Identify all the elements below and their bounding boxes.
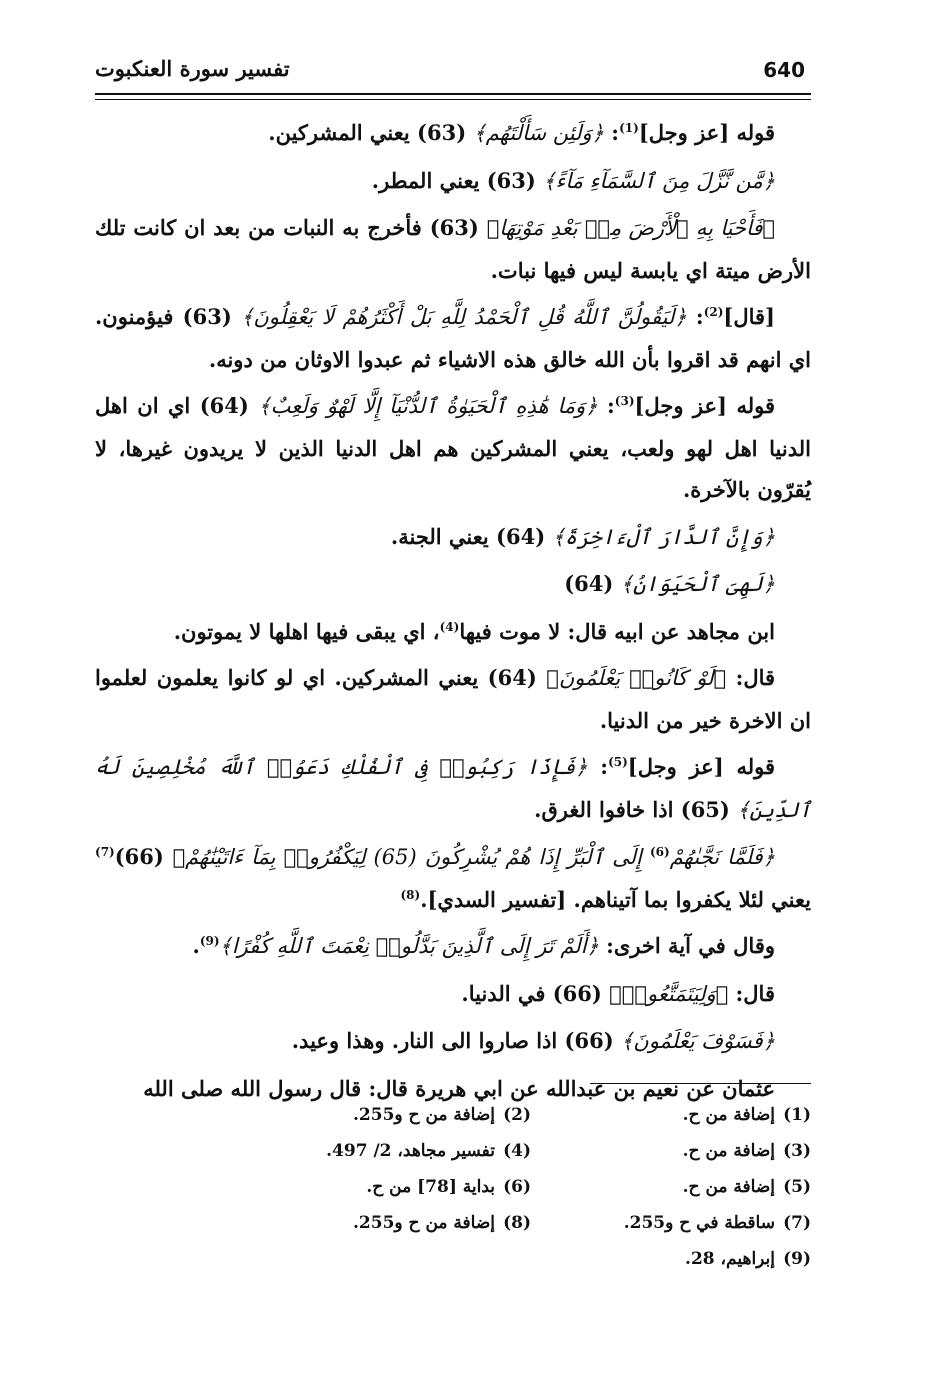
paragraph-9: قال: ﴿لَوْ كَانُوا۟ يَعْلَمُونَ﴾ (64) يعني المشركين. اي لو كانوا يعلمون لعلموا ان الاخرة خير من الدنيا. (95, 665, 811, 733)
footnote-ref: (2) (703, 305, 724, 319)
paragraph-12: وقال في آية اخرى: ﴿أَلَمْ تَرَ إِلَى ٱلَّذِينَ بَدَّلُوا۟ نِعْمَتَ ٱللَّهِ كُفْرًا﴾$^{(9)}$. (192, 933, 775, 958)
footnote-separator (590, 1083, 811, 1084)
footnote-9: (9)إبراهيم، 28. (685, 1249, 811, 1269)
quran-verse: ﴿لَوْ كَانُوا۟ يَعْلَمُونَ﴾ (546, 666, 727, 690)
header-rule-thin (95, 99, 811, 100)
quran-verse: ﴿فَأَحْيَا بِهِ ٱلْأَرْضَ مِنۢ بَعْدِ مَوْتِهَا﴾ (486, 216, 776, 240)
quran-verse: ﴿وَلِيَتَمَتَّعُوا۟﴾ (609, 981, 729, 1006)
footnote-1: (1)إضافة من ح. (682, 1105, 811, 1125)
quran-verse: إِلَى ٱلْبَرِّ إِذَا هُمْ يُشْرِكُونَ (65) لِيَكْفُرُوا۟ بِمَآ ءَاتَيْنَٰهُمْ﴾ (172, 845, 650, 869)
paragraph-6: ﴿وَإِنَّ ٱلدَّارَ ٱلْءَاخِرَةَ﴾ (64) يعني الجنة. (390, 523, 775, 549)
footnote-8: (8)إضافة من ح و255. (353, 1213, 531, 1233)
paragraph-2: ﴿مَّن نَّزَّلَ مِنَ ٱلسَّمَآءِ مَآءً﴾ (63) يعني المطر. (371, 167, 775, 193)
footnote-ref: (7) (95, 845, 115, 859)
quran-verse: ﴿فَلَمَّا نَجَّىٰهُمْ (669, 845, 776, 869)
footnote-4: (4)تفسير مجاهد، 2/ 497. (326, 1141, 531, 1161)
quran-verse: ﴿وَمَا هَٰذِهِ ٱلْحَيَوٰةُ ٱلدُّنْيَآ إِلَّا لَهْوٌ وَلَعِبٌ﴾ (258, 394, 598, 418)
quran-verse: ﴿لَيَقُولُنَّ ٱللَّهُ قُلِ ٱلْحَمْدُ لِلَّهِ بَلْ أَكْثَرُهُمْ لَا يَعْقِلُونَ﴾ (241, 305, 687, 329)
paragraph-13: قال: ﴿وَلِيَتَمَتَّعُوا۟﴾ (66) في الدنيا. (461, 980, 775, 1006)
paragraph-10: قوله [عز وجل]$^{(5)}$: ﴿فَإِذَا رَكِبُوا۟ فِى ٱلْفُلْكِ دَعَوُا۟ ٱللَّهَ مُخْلِصِينَ لَهُ ٱلدِّينَ﴾ (65) اذا خافوا الغرق. (95, 754, 811, 822)
paragraph-1: قوله [عز وجل]$^{(1)}$: ﴿وَلَئِن سَأَلْتَهُم﴾ (63) يعني المشركين. (268, 120, 775, 145)
paragraph-14: ﴿فَسَوْفَ يَعْلَمُونَ﴾ (66) اذا صاروا الى النار. وهذا وعيد. (291, 1028, 775, 1053)
paragraph-15: عثمان عن نعيم بن عبدالله عن ابي هريرة قال: قال رسول الله صلى الله (143, 1075, 775, 1101)
page-number: 640 (763, 58, 805, 82)
quran-verse: ﴿وَلَئِن سَأَلْتَهُم﴾ (473, 121, 604, 145)
quran-verse: ﴿مَّن نَّزَّلَ مِنَ ٱلسَّمَآءِ مَآءً﴾ (543, 168, 775, 193)
footnote-ref: (8) (400, 887, 421, 902)
footnote-6: (6)بداية [78] من ح. (366, 1177, 531, 1197)
main-text (95, 112, 811, 1114)
footnote-ref: (6) (649, 845, 670, 859)
footnote-ref: (1) (619, 121, 639, 135)
paragraph-3: ﴿فَأَحْيَا بِهِ ٱلْأَرْضَ مِنۢ بَعْدِ مَوْتِهَا﴾ (63) فأخرج به النبات من بعد ان كانت تلك الأرض ميتة اي يابسة ليس فيها نبات. (95, 215, 811, 283)
footnote-5: (5)إضافة من ح. (682, 1177, 811, 1197)
quran-verse: ﴿فَإِذَا رَكِبُوا۟ فِى ٱلْفُلْكِ دَعَوُا۟ ٱللَّهَ مُخْلِصِينَ لَهُ ٱلدِّينَ﴾ (95, 755, 811, 822)
footnote-7: (7)ساقطة في ح و255. (623, 1213, 811, 1233)
header-rule-thick (95, 93, 811, 95)
footnotes (250, 1100, 811, 1274)
footnote-3: (3)إضافة من ح. (682, 1141, 811, 1161)
page-header (95, 52, 811, 92)
paragraph-7: ﴿لَهِىَ ٱلْحَيَوَانُ﴾ (64) (564, 571, 775, 596)
running-title: تفسير سورة العنكبوت (95, 56, 290, 81)
paragraph-8: ابن مجاهد عن ابيه قال: لا موت فيها$^{(4)}$، اي يبقى فيها اهلها لا يموتون. (173, 618, 775, 644)
paragraph-5: قوله [عز وجل]$^{(3)}$: ﴿وَمَا هَٰذِهِ ٱلْحَيَوٰةُ ٱلدُّنْيَآ إِلَّا لَهْوٌ وَلَعِبٌ﴾ (64) اي ان اهل الدنيا اهل لهو ولعب، يعني المشركين هم اهل الدنيا الذين لا يريدون غيرها، لا يُقرّون بالآخرة. (95, 393, 811, 502)
footnote-2: (2)إضافة من ح و255. (353, 1105, 531, 1125)
paragraph-4: [قال]$^{(2)}$: ﴿لَيَقُولُنَّ ٱللَّهُ قُلِ ٱلْحَمْدُ لِلَّهِ بَلْ أَكْثَرُهُمْ لَا يَعْقِلُونَ﴾ (63) فيؤمنون. اي انهم قد اقروا بأن الله خالق هذه الاشياء ثم عبدوا الاوثان من دونه. (95, 304, 811, 372)
quran-verse: ﴿فَسَوْفَ يَعْلَمُونَ﴾ (620, 1029, 775, 1053)
footnote-ref: (5) (608, 755, 628, 769)
footnote-ref: (3) (614, 394, 635, 408)
footnote-ref: (9) (199, 934, 220, 948)
quran-verse: ﴿أَلَمْ تَرَ إِلَى ٱلَّذِينَ بَدَّلُوا۟ نِعْمَتَ ٱللَّهِ كُفْرًا﴾ (219, 934, 599, 958)
quran-verse: ﴿لَهِىَ ٱلْحَيَوَانُ﴾ (620, 572, 775, 596)
footnote-ref: (4) (439, 619, 460, 634)
quran-verse: ﴿وَإِنَّ ٱلدَّارَ ٱلْءَاخِرَةَ﴾ (552, 524, 775, 549)
paragraph-11: ﴿فَلَمَّا نَجَّىٰهُمْ$^{(6)}$ إِلَى ٱلْبَرِّ إِذَا هُمْ يُشْرِكُونَ (65) لِيَكْفُرُوا۟ بِمَآ ءَاتَيْنَٰهُمْ﴾ $(66)^{(7)}$ يعني لئلا يكفروا بما آتيناهم. [تفسير السدي].$^{(8)}$ (95, 844, 811, 912)
